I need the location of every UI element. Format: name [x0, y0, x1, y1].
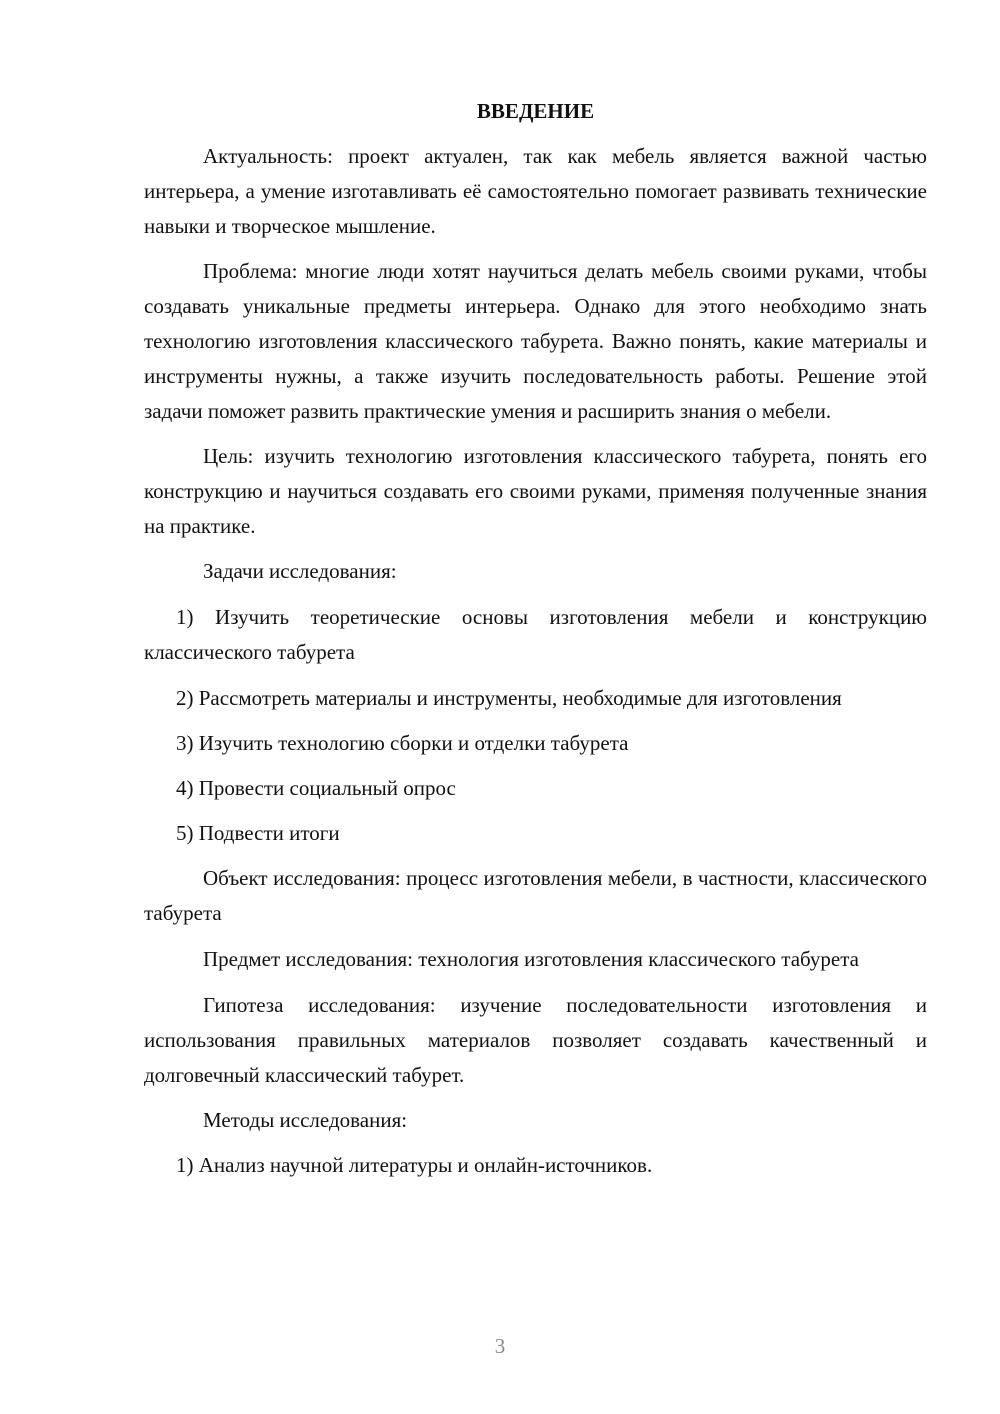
- tasks-heading: Задачи исследования:: [203, 559, 397, 583]
- hypothesis-paragraph: Гипотеза исследования: изучение последовательности изготовления и использования правильных материалов позволяет создавать качественный и долговечный классический табурет.: [144, 993, 927, 1087]
- relevance-paragraph: Актуальность: проект актуален, так как мебель является важной частью интерьера, а умение изготавливать её самостоятельно помогает развивать технические навыки и творческое мышление.: [144, 144, 927, 238]
- task-item-3: 3) Изучить технологию сборки и отделки табурета: [176, 731, 629, 755]
- object-paragraph: Объект исследования: процесс изготовления мебели, в частности, классического табурета: [144, 866, 927, 925]
- section-title: ВВЕДЕНИЕ: [476, 99, 595, 123]
- task-item-2: 2) Рассмотреть материалы и инструменты, необходимые для изготовления: [176, 686, 842, 710]
- task-item-5: 5) Подвести итоги: [176, 821, 340, 845]
- methods-heading: Методы исследования:: [203, 1108, 408, 1132]
- task-item-1: 1) Изучить теоретические основы изготовления мебели и конструкцию классического табурета: [144, 605, 927, 664]
- task-item-4: 4) Провести социальный опрос: [176, 776, 456, 800]
- page-number: 3: [494, 1334, 506, 1358]
- subject-paragraph: Предмет исследования: технология изготовления классического табурета: [203, 947, 859, 971]
- problem-paragraph: Проблема: многие люди хотят научиться делать мебель своими руками, чтобы создавать уникальные предметы интерьера. Однако для этого необходимо знать технологию изготовления классического табурета. Важно понять, какие материалы и инструменты нужны, а также изучить последовательность работы. Решение этой задачи поможет развить практические умения и расширить знания о мебели.: [144, 259, 927, 423]
- page-content: [144, 96, 927, 1183]
- goal-paragraph: Цель: изучить технологию изготовления классического табурета, понять его конструкцию и научиться создавать его своими руками, применяя полученные знания на практике.: [144, 444, 927, 538]
- method-item-1: 1) Анализ научной литературы и онлайн-источников.: [176, 1153, 653, 1177]
